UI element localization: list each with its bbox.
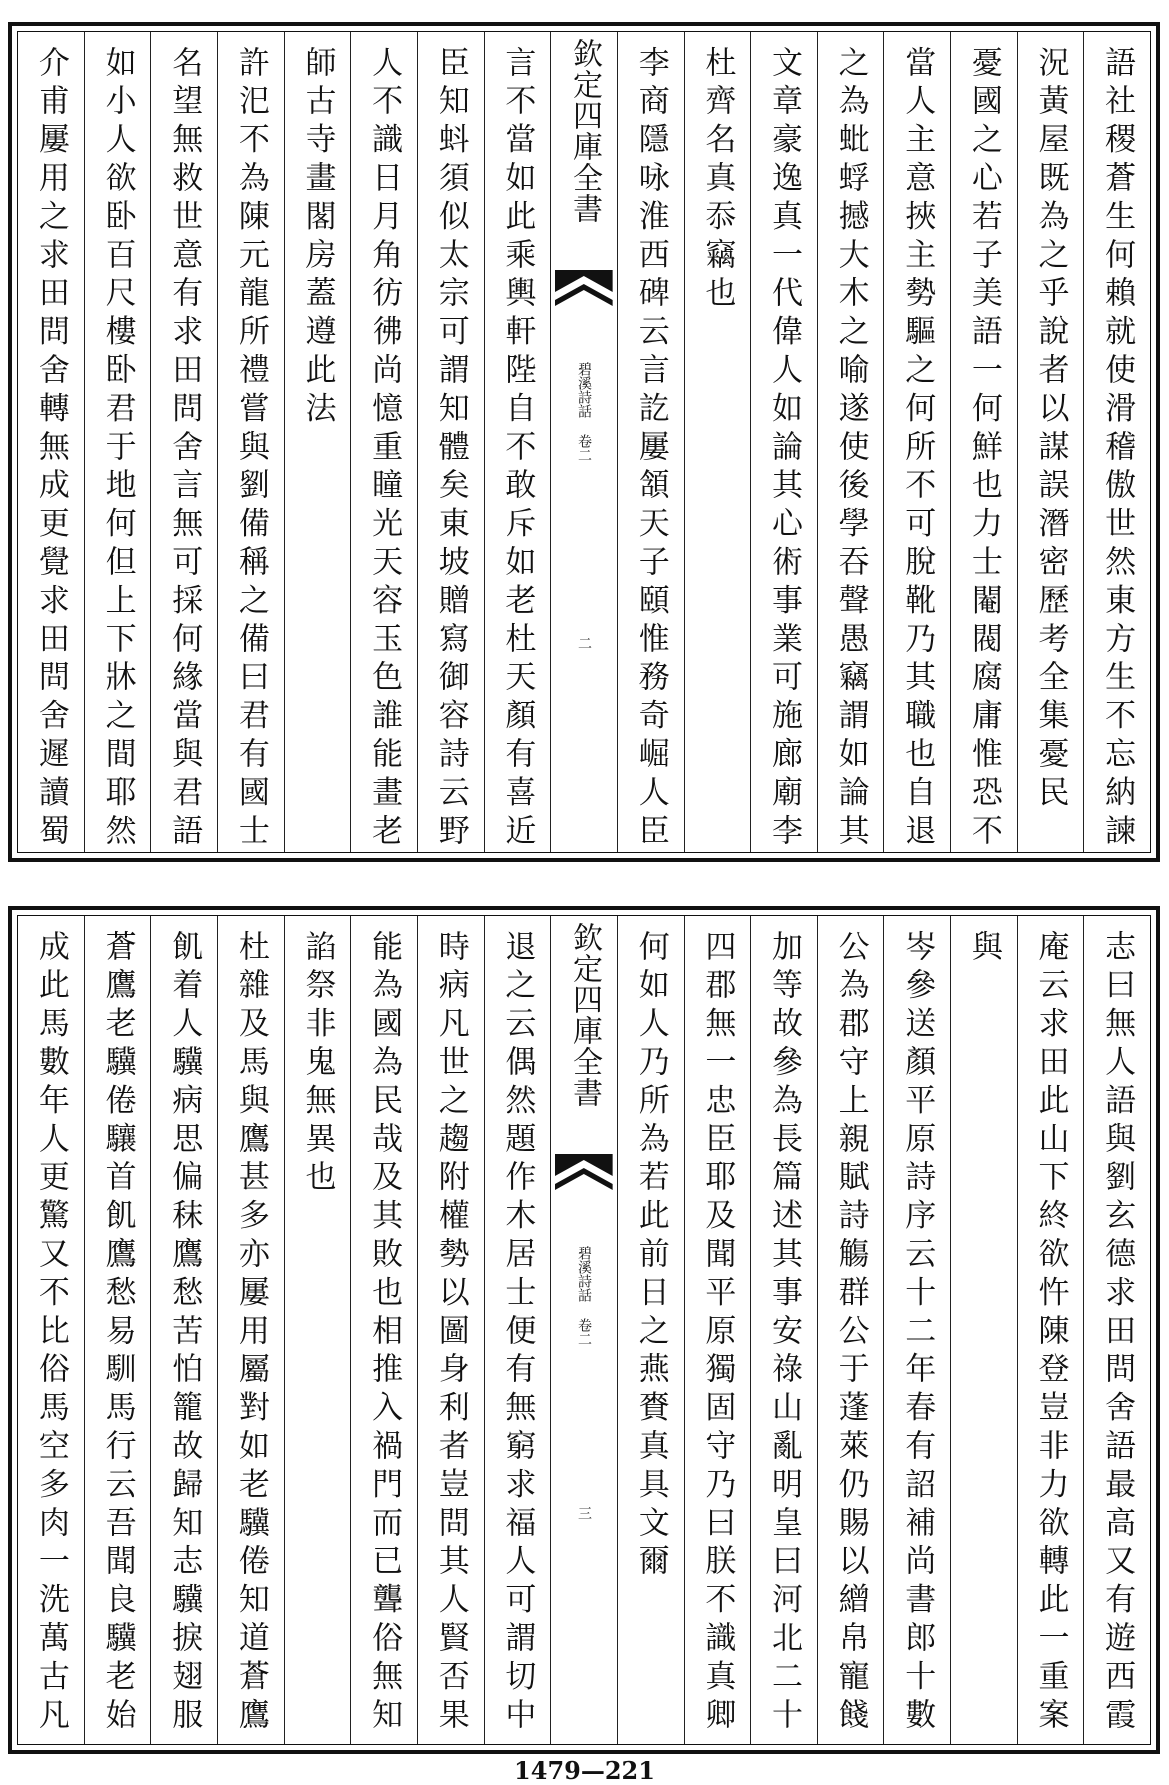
upper-text-column [817,32,884,852]
column-text: 庵云求田此山下終欲忤陳登豈非力欲轉此一重案 [1032,930,1069,1737]
column-text: 岑參送顏平原詩序云十二年春有詔補尚書郎十數 [899,930,936,1737]
upper-text-column [150,32,217,852]
upper-text-column [750,32,817,852]
column-text: 當人主意挾主勢驅之何所不可脫靴乃其職也自退 [899,46,936,852]
upper-page-inner-frame [17,31,1151,853]
column-text: 退之云偶然題作木居士便有無窮求福人可謂切中 [499,930,536,1737]
column-text: 之為蚍蜉撼大木之喻遂使後學吞聲愚竊謂如論其 [832,46,869,852]
upper-text-column [684,32,751,852]
column-text: 人不識日月角彷彿尚憶重瞳光天容玉色誰能畫老 [366,46,403,852]
lower-text-column [18,916,84,1744]
lower-text-column [1017,916,1084,1744]
lower-text-column [617,916,684,1744]
column-text: 時病凡世之趨附權勢以圖身利者豈問其人賢否果 [432,930,469,1737]
lower-text-column [484,916,551,1744]
lower-text-column [684,916,751,1744]
column-text: 李商隱咏淮西碑云言訖屢頷天子頤惟務奇崛人臣 [632,46,669,852]
column-text: 公為郡守上親賦詩觴群公于蓬萊仍賜以繒帛寵餞 [832,930,869,1737]
column-text: 何如人乃所為若此前日之燕賚真具文爾 [632,930,669,1583]
column-text: 諂祭非鬼無異也 [299,930,336,1199]
column-text: 飢着人驥病思偏秣鷹愁苦怕籠故歸知志驥捩翅服 [166,930,203,1737]
page-number: 1479—221 [514,1756,655,1785]
column-text: 志曰無人語與劉玄德求田問舍語最高又有遊西霞 [1099,930,1136,1737]
column-text: 能為國為民哉及其敗也相推入禍門而已聾俗無知 [366,930,403,1737]
column-text: 成此馬數年人更驚又不比俗馬空多肉一洗萬古凡 [32,930,69,1737]
lower-text-column [883,916,950,1744]
column-text: 與 [965,930,1002,969]
fishtail-ornament [555,1154,613,1200]
column-text: 杜齊名真忝竊也 [699,46,736,315]
lower-text-column [217,916,284,1744]
lower-text-column [1083,916,1150,1744]
column-text: 如小人欲卧百尺樓卧君于地何但上下牀之間耶然 [99,46,136,852]
column-text: 文章豪逸真一代偉人如論其心術事業可施廊廟李 [765,46,802,852]
column-text: 蒼鷹老驥倦驤首飢鷹愁易馴馬行云吾聞良驥老始 [99,930,136,1737]
upper-text-column [1083,32,1150,852]
lower-text-column [350,916,417,1744]
column-text: 四郡無一忠臣耶及聞平原獨固守乃曰朕不識真卿 [699,930,736,1737]
fishtail-ornament [555,270,613,316]
upper-text-column [950,32,1017,852]
chapter-label: 碧溪詩話 卷二 [576,362,593,462]
upper-text-column [417,32,484,852]
lower-page-inner-frame [17,915,1151,1745]
lower-text-columns [18,916,1150,1744]
column-text: 許汜不為陳元龍所禮嘗與劉備稱之備曰君有國士 [232,46,269,852]
upper-page-frame [8,22,1160,862]
lower-text-column [950,916,1017,1744]
lower-text-column [417,916,484,1744]
book-title: 欽定四庫全書 [567,38,603,224]
column-text: 加等故參為長篇述其事安祿山亂明皇曰河北二十 [765,930,802,1737]
column-text: 名望無救世意有求田問舍言無可採何緣當與君語 [166,46,203,852]
upper-center-margin-column [550,32,617,852]
column-text: 師古寺畫閣房蓋遵此法 [299,46,336,430]
column-text: 介甫屢用之求田問舍轉無成更覺求田問舍遲讀蜀 [32,46,69,852]
upper-text-column [484,32,551,852]
lower-text-column [750,916,817,1744]
upper-text-column [883,32,950,852]
lower-text-column [84,916,151,1744]
column-text: 況黃屋既為之乎說者以謀誤潛密歷考全集憂民 [1032,46,1069,814]
upper-text-columns [18,32,1150,852]
upper-text-column [284,32,351,852]
lower-page-frame [8,906,1160,1754]
lower-text-column [284,916,351,1744]
column-text: 語社稷蒼生何賴就使滑稽傲世然東方生不忘納諫 [1099,46,1136,852]
folio-number: 二 [576,636,593,650]
upper-text-column [617,32,684,852]
book-title: 欽定四庫全書 [567,922,603,1108]
column-text: 臣知蚪須似太宗可謂知體矣東坡贈寫御容詩云野 [432,46,469,852]
column-text: 憂國之心若子美語一何鮮也力士閹閥腐庸惟恐不 [965,46,1002,852]
chapter-label: 碧溪詩話 卷二 [576,1246,593,1346]
upper-text-column [217,32,284,852]
lower-text-column [817,916,884,1744]
column-text: 杜雜及馬與鷹甚多亦屢用屬對如老驥倦知道蒼鷹 [232,930,269,1737]
upper-text-column [350,32,417,852]
upper-text-column [84,32,151,852]
upper-text-column [18,32,84,852]
folio-number: 三 [576,1506,593,1520]
upper-text-column [1017,32,1084,852]
column-text: 言不當如此乘輿軒陛自不敢斥如老杜天顏有喜近 [499,46,536,852]
lower-center-margin-column [550,916,617,1744]
lower-text-column [150,916,217,1744]
